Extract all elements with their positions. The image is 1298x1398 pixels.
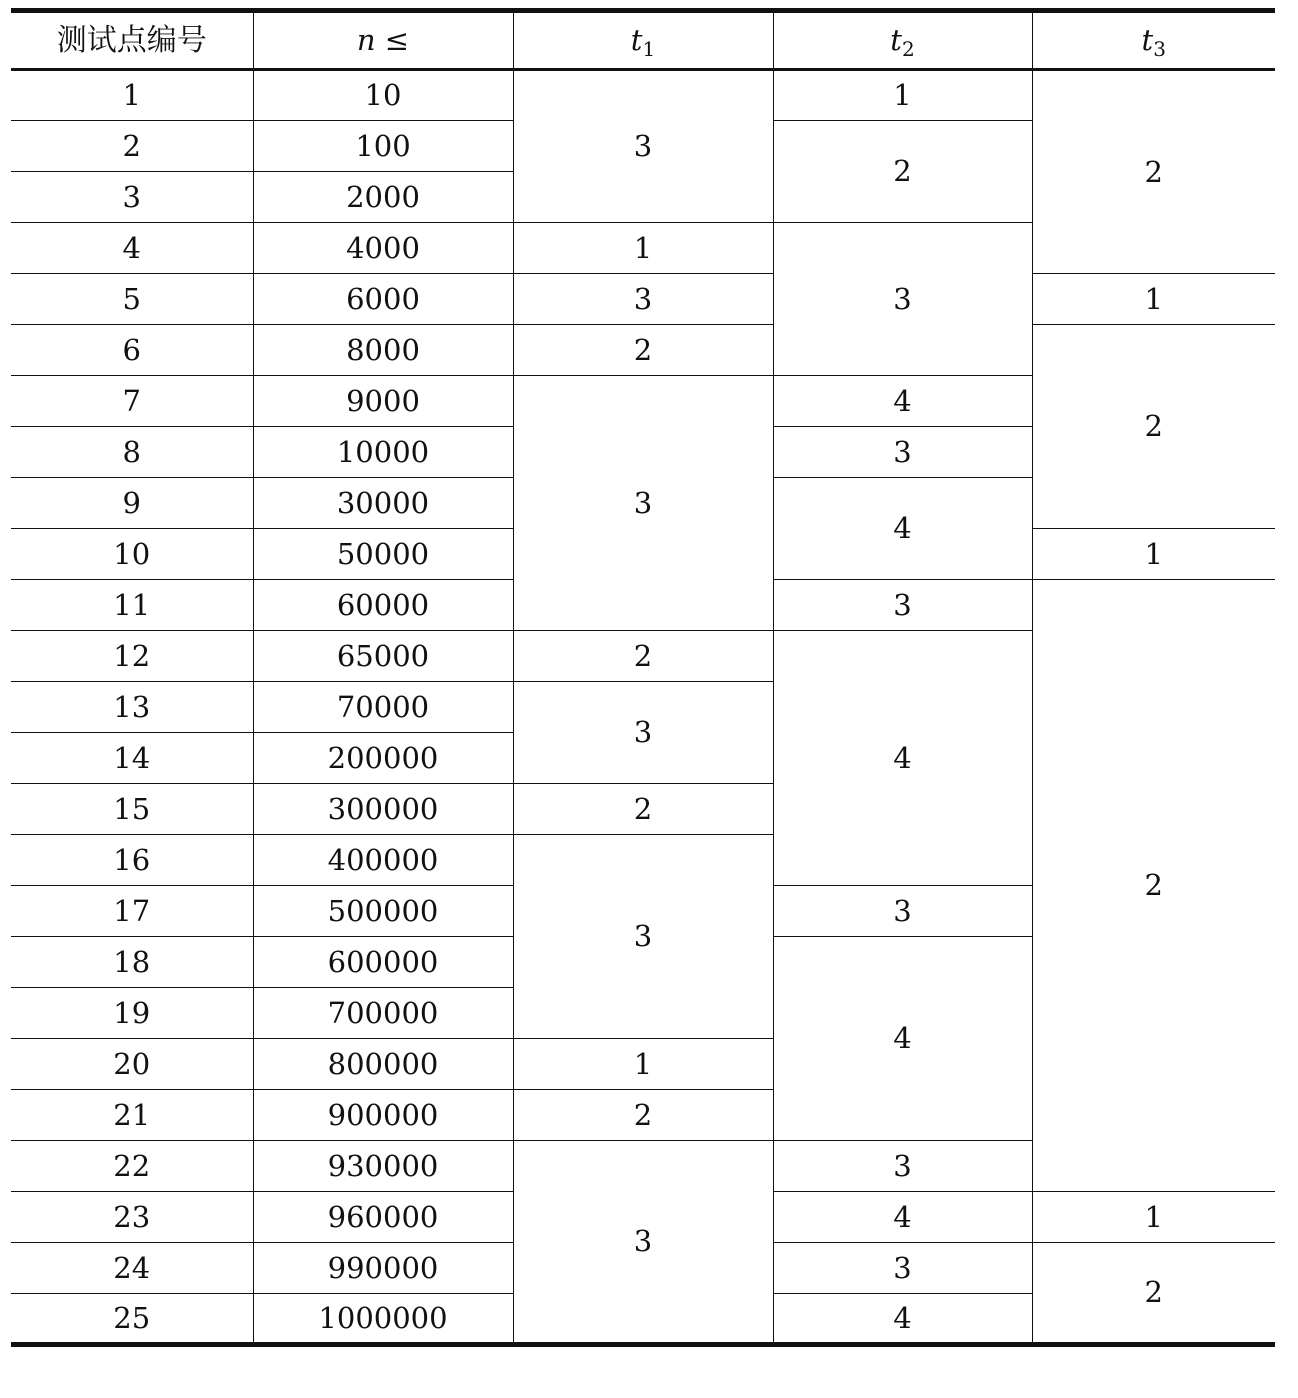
test-point-id-cell: 11 (11, 580, 253, 631)
test-point-id-cell: 2 (11, 121, 253, 172)
test-point-id-cell: 16 (11, 835, 253, 886)
header-n-var: n (356, 23, 376, 57)
n-limit-cell: 300000 (253, 784, 513, 835)
t3-cell: 1 (1032, 274, 1275, 325)
t1-cell: 2 (513, 631, 773, 682)
n-limit-cell: 930000 (253, 1141, 513, 1192)
n-limit-cell: 65000 (253, 631, 513, 682)
t2-cell: 4 (773, 478, 1032, 580)
t3-cell: 2 (1032, 1243, 1275, 1345)
header-t1-var: t (630, 23, 643, 57)
n-limit-cell: 100 (253, 121, 513, 172)
header-t2 (773, 11, 1032, 70)
n-limit-cell: 200000 (253, 733, 513, 784)
n-limit-cell: 600000 (253, 937, 513, 988)
t1-cell: 1 (513, 1039, 773, 1090)
test-point-id-cell: 22 (11, 1141, 253, 1192)
t2-cell: 3 (773, 580, 1032, 631)
t1-cell: 2 (513, 325, 773, 376)
t2-cell: 4 (773, 1294, 1032, 1345)
test-point-id-cell: 1 (11, 70, 253, 121)
n-limit-cell: 400000 (253, 835, 513, 886)
header-row (11, 11, 1275, 70)
t2-cell: 4 (773, 1192, 1032, 1243)
t1-cell: 3 (513, 274, 773, 325)
n-limit-cell: 1000000 (253, 1294, 513, 1345)
header-t3-sub: 3 (1153, 37, 1166, 61)
t1-cell: 3 (513, 682, 773, 784)
test-point-limits-table (11, 8, 1275, 1347)
header-n-limit (253, 11, 513, 70)
test-point-id-cell: 5 (11, 274, 253, 325)
t3-cell: 2 (1032, 70, 1275, 274)
test-point-id-cell: 19 (11, 988, 253, 1039)
t2-cell: 3 (773, 427, 1032, 478)
n-limit-cell: 2000 (253, 172, 513, 223)
n-limit-cell: 60000 (253, 580, 513, 631)
test-point-id-cell: 14 (11, 733, 253, 784)
n-limit-cell: 30000 (253, 478, 513, 529)
test-point-id-cell: 8 (11, 427, 253, 478)
n-limit-cell: 900000 (253, 1090, 513, 1141)
t1-cell: 2 (513, 1090, 773, 1141)
test-point-id-cell: 3 (11, 172, 253, 223)
n-limit-cell: 960000 (253, 1192, 513, 1243)
t2-cell: 4 (773, 376, 1032, 427)
n-limit-cell: 70000 (253, 682, 513, 733)
t1-cell: 3 (513, 835, 773, 1039)
t2-cell: 3 (773, 1243, 1032, 1294)
test-point-id-cell: 25 (11, 1294, 253, 1345)
t1-cell: 2 (513, 784, 773, 835)
n-limit-cell: 10000 (253, 427, 513, 478)
test-point-id-cell: 12 (11, 631, 253, 682)
n-limit-cell: 800000 (253, 1039, 513, 1090)
header-t1-sub: 1 (642, 37, 656, 61)
t2-cell: 4 (773, 631, 1032, 886)
table-row (11, 325, 1275, 376)
t3-cell: 1 (1032, 1192, 1275, 1243)
header-t2-var: t (890, 23, 902, 57)
table-row (11, 70, 1275, 121)
test-point-id-cell: 18 (11, 937, 253, 988)
t2-cell: 3 (773, 886, 1032, 937)
t1-cell: 1 (513, 223, 773, 274)
test-point-id-cell: 17 (11, 886, 253, 937)
t3-cell: 2 (1032, 580, 1275, 1192)
t2-cell: 2 (773, 121, 1032, 223)
test-point-id-cell: 23 (11, 1192, 253, 1243)
header-t1 (513, 11, 773, 70)
t1-cell: 3 (513, 376, 773, 631)
test-point-id-cell: 7 (11, 376, 253, 427)
t1-cell: 3 (513, 70, 773, 223)
test-point-id-cell: 24 (11, 1243, 253, 1294)
n-limit-cell: 50000 (253, 529, 513, 580)
header-t3-var: t (1141, 23, 1154, 57)
test-point-id-cell: 9 (11, 478, 253, 529)
t2-cell: 4 (773, 937, 1032, 1141)
header-t2-sub: 2 (901, 37, 915, 61)
n-limit-cell: 8000 (253, 325, 513, 376)
t2-cell: 3 (773, 1141, 1032, 1192)
n-limit-cell: 500000 (253, 886, 513, 937)
n-limit-cell: 700000 (253, 988, 513, 1039)
n-limit-cell: 9000 (253, 376, 513, 427)
header-t3 (1032, 11, 1275, 70)
n-limit-cell: 990000 (253, 1243, 513, 1294)
table-body (11, 70, 1275, 1345)
test-point-id-cell: 10 (11, 529, 253, 580)
test-point-id-cell: 6 (11, 325, 253, 376)
test-point-id-cell: 15 (11, 784, 253, 835)
limits-table-container (11, 8, 1275, 1347)
n-limit-cell: 4000 (253, 223, 513, 274)
t3-cell: 2 (1032, 325, 1275, 529)
t3-cell: 1 (1032, 529, 1275, 580)
table-row (11, 274, 1275, 325)
test-point-id-cell: 20 (11, 1039, 253, 1090)
header-test-point-id: 测试点编号 (11, 11, 253, 70)
n-limit-cell: 6000 (253, 274, 513, 325)
test-point-id-cell: 13 (11, 682, 253, 733)
test-point-id-cell: 4 (11, 223, 253, 274)
header-n-op: ≤ (375, 23, 410, 57)
test-point-id-cell: 21 (11, 1090, 253, 1141)
t2-cell: 3 (773, 223, 1032, 376)
n-limit-cell: 10 (253, 70, 513, 121)
t1-cell: 3 (513, 1141, 773, 1345)
t2-cell: 1 (773, 70, 1032, 121)
